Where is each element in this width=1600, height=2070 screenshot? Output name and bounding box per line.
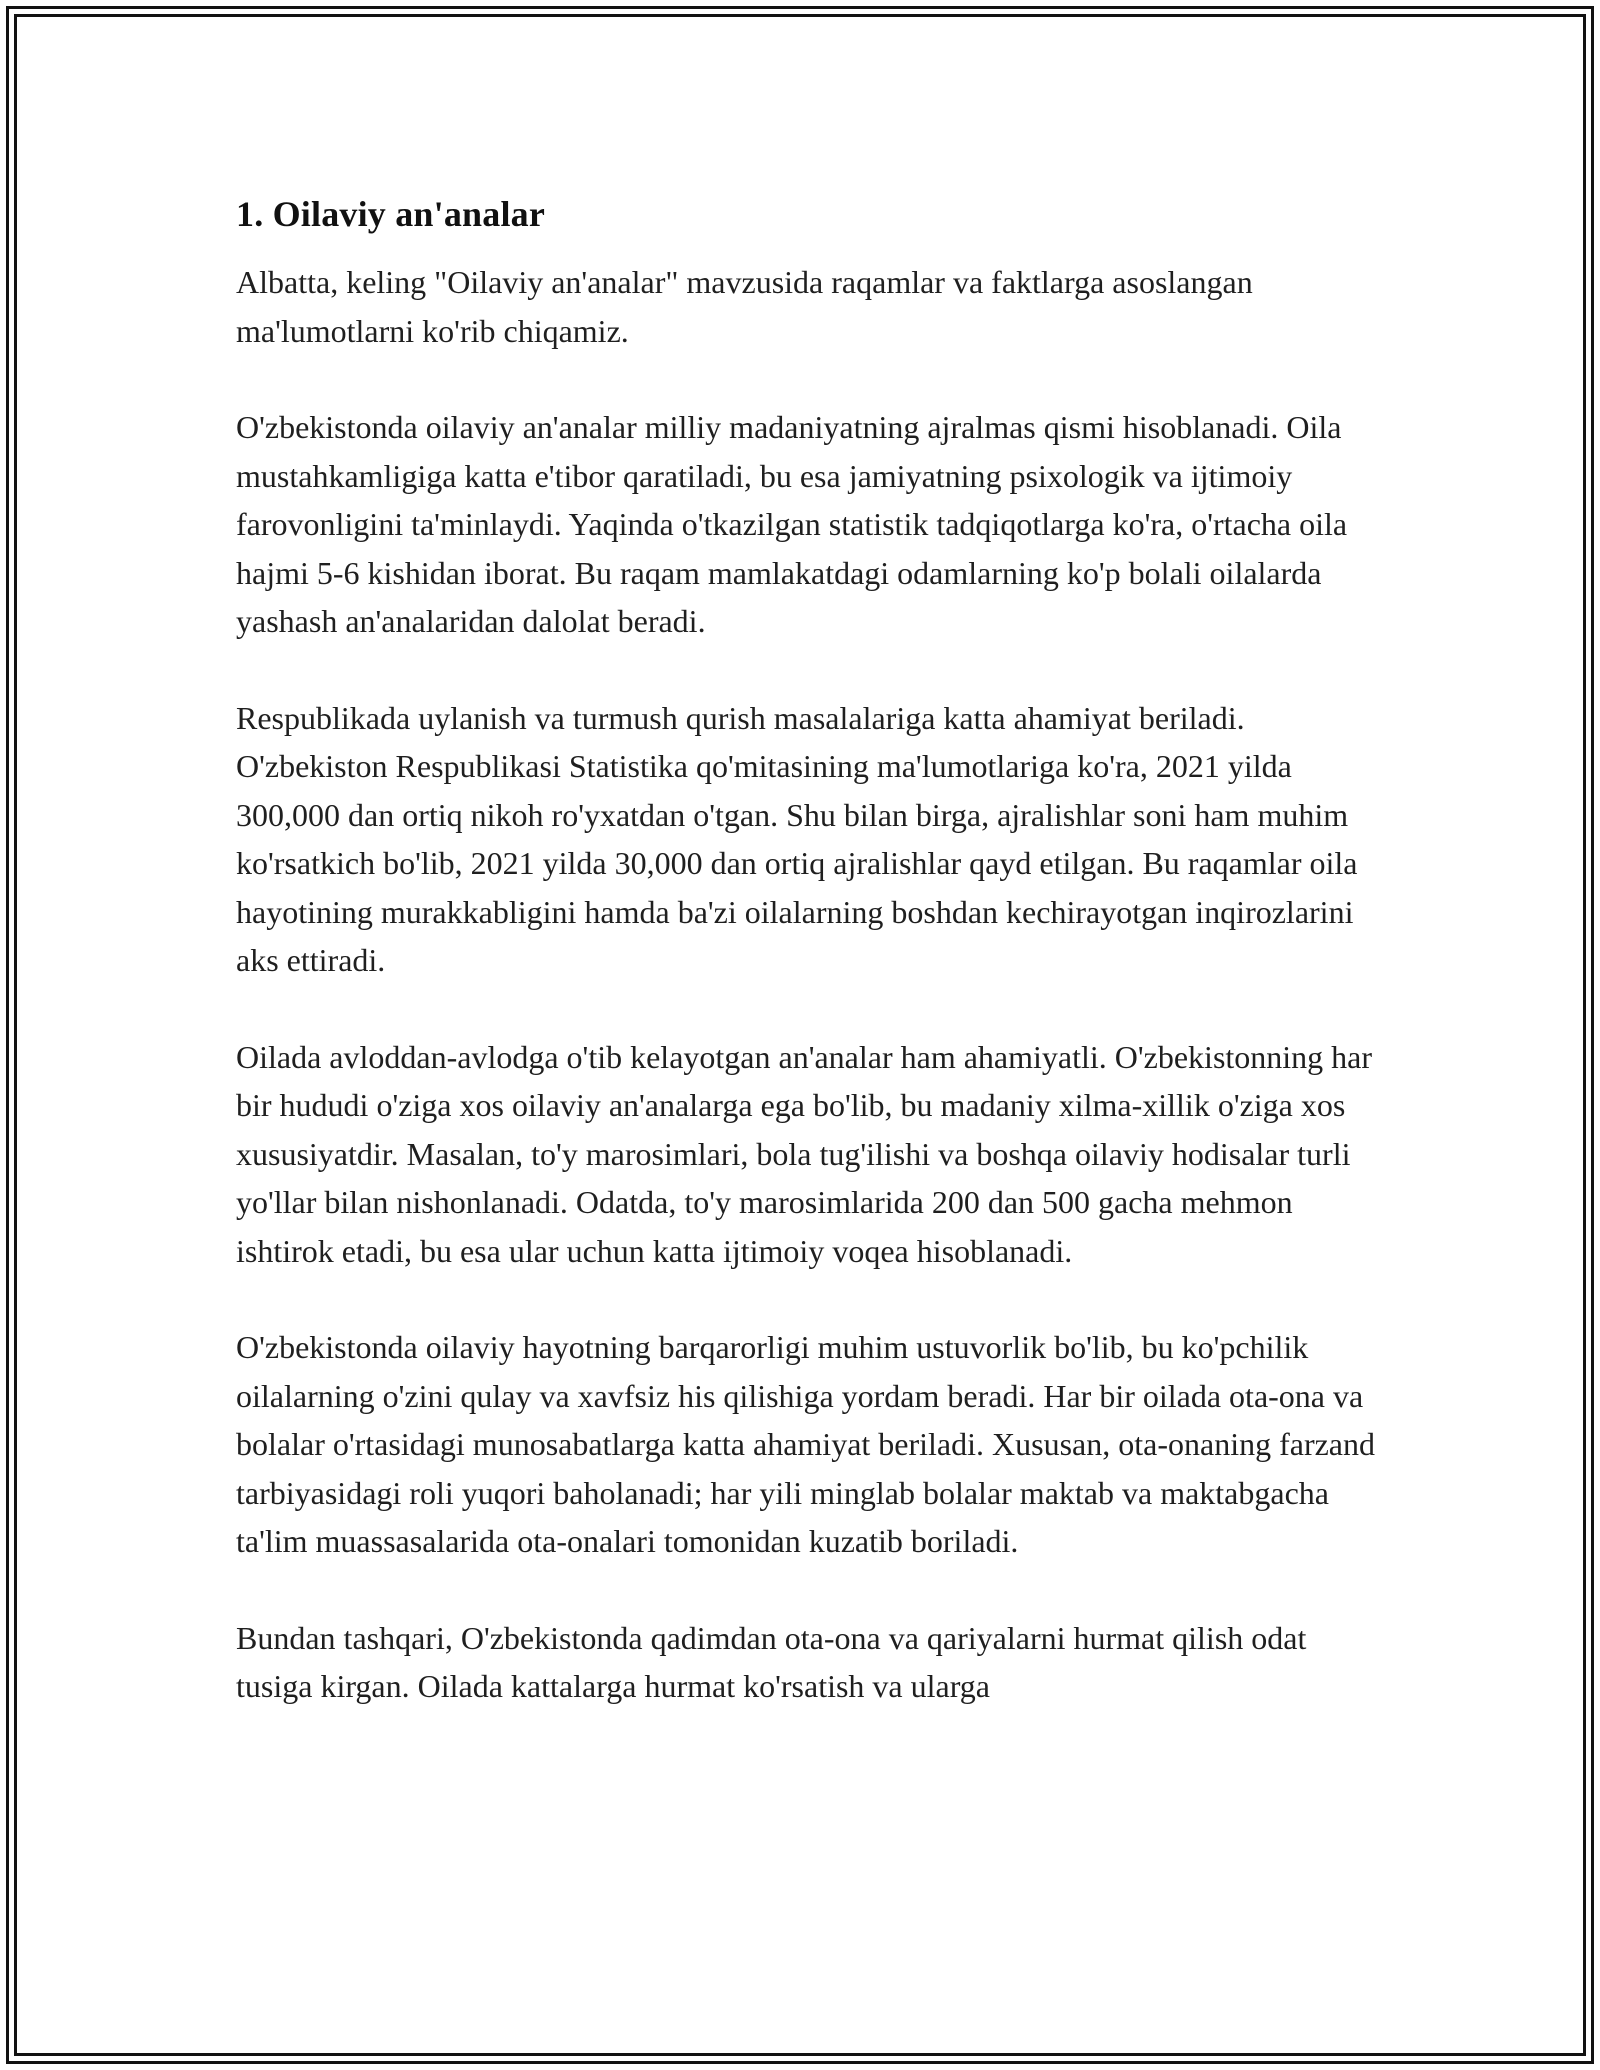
document-body: [236, 184, 1376, 1711]
paragraph-family-size: O'zbekistonda oilaviy an'analar milliy madaniyatning ajralmas qismi hisoblanadi. Oila mustahkamligiga katta e'tibor qaratiladi, bu esa jamiyatning psixologik va ijtimoiy farovonligini ta'minlaydi. Yaqinda o'tkazilgan statistik tadqiqotlarga ko'ra, o'rtacha oila hajmi 5-6 kishidan iborat. Bu raqam mamlakatdagi odamlarning ko'p bolali oilalarda yashash an'analaridan dalolat beradi.: [236, 409, 1348, 639]
paragraph-marriage-statistics: Respublikada uylanish va turmush qurish masalalariga katta ahamiyat beriladi. O'zbekiston Respublikasi Statistika qo'mitasining ma'lumotlariga ko'ra, 2021 yilda 300,000 dan ortiq nikoh ro'yxatdan o'tgan. Shu bilan birga, ajralishlar soni ham muhim ko'rsatkich bo'lib, 2021 yilda 30,000 dan ortiq ajralishlar qayd etilgan. Bu raqamlar oila hayotining murakkabligini hamda ba'zi oilalarning boshdan kechirayotgan inqirozlarini aks ettiradi.: [236, 699, 1358, 978]
paragraph-family-stability: O'zbekistonda oilaviy hayotning barqarorligi muhim ustuvorlik bo'lib, bu ko'pchilik oilalarning o'zini qulay va xavfsiz his qilishiga yordam beradi. Har bir oilada ota-ona va bolalar o'rtasidagi munosabatlarga katta ahamiyat beriladi. Xususan, ota-onaning farzand tarbiyasidagi roli yuqori baholanadi; har yili minglab bolalar maktab va maktabgacha ta'lim muassasalarida ota-onalari tomonidan kuzatib boriladi.: [236, 1329, 1375, 1559]
paragraph-intro: Albatta, keling "Oilaviy an'analar" mavzusida raqamlar va faktlarga asoslangan ma'lumotlarni ko'rib chiqamiz.: [236, 264, 1253, 349]
paragraph-respect-for-elders: Bundan tashqari, O'zbekistonda qadimdan ota-ona va qariyalarni hurmat qilish odat tusiga kirgan. Oilada kattalarga hurmat ko'rsatish va ularga: [236, 1619, 1307, 1704]
section-heading: 1. Oilaviy an'analar: [236, 194, 546, 234]
paragraph-regional-traditions: Oilada avloddan-avlodga o'tib kelayotgan an'analar ham ahamiyatli. O'zbekistonning har bir hududi o'ziga xos oilaviy an'analarga ega bo'lib, bu madaniy xilma-xillik o'ziga xos xususiyatdir. Masalan, to'y marosimlari, bola tug'ilishi va boshqa oilaviy hodisalar turli yo'llar bilan nishonlanadi. Odatda, to'y marosimlarida 200 dan 500 gacha mehmon ishtirok etadi, bu esa ular uchun katta ijtimoiy voqea hisoblanadi.: [236, 1038, 1373, 1269]
